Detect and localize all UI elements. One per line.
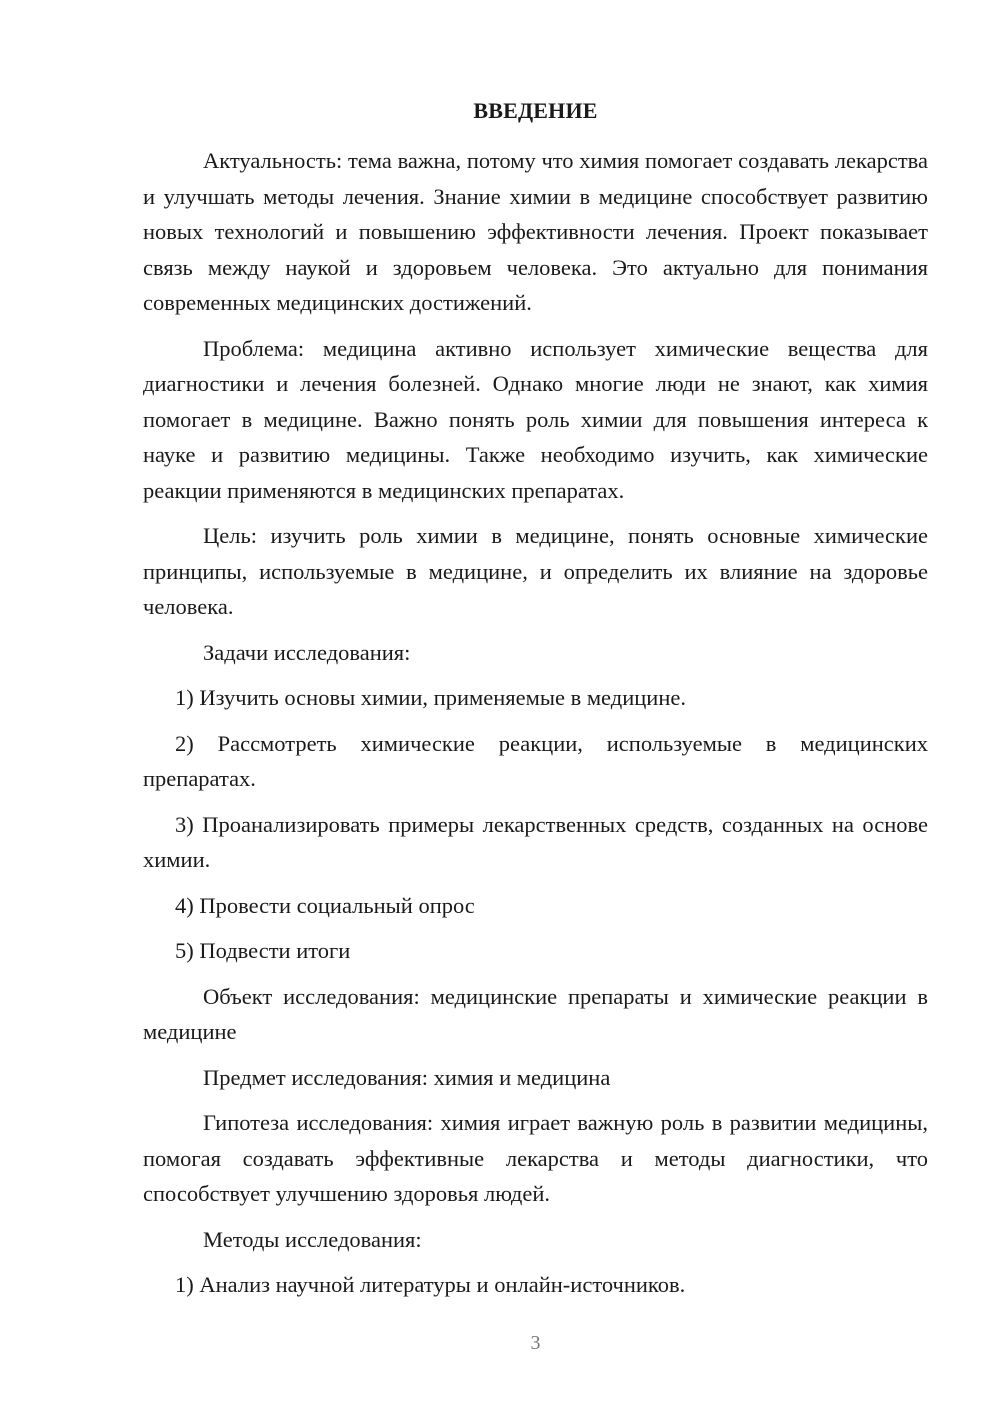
methods-heading: Методы исследования: bbox=[203, 1226, 422, 1252]
paragraph-subject: Предмет исследования: химия и медицина bbox=[203, 1064, 611, 1090]
paragraph-relevance: Актуальность: тема важна, потому что химия помогает создавать лекарства и улучшать методы лечения. Знание химии в медицине способствует развитию новых технологий и повышению эффективности лечения. Проект показывает связь между наукой и здоровьем человека. Это актуально для понимания современных медицинских достижений. bbox=[143, 148, 928, 315]
paragraph-problem: Проблема: медицина активно использует химические вещества для диагностики и лечения болезней. Однако многие люди не знают, как химия помогает в медицине. Важно понять роль химии для повышения интереса к науке и развитию медицины. Также необходимо изучить, как химические реакции применяются в медицинских препаратах. bbox=[143, 335, 928, 503]
task-item-4: 4) Провести социальный опрос bbox=[175, 892, 475, 918]
document-body bbox=[143, 143, 928, 1303]
paragraph-hypothesis: Гипотеза исследования: химия играет важную роль в развитии медицины, помогая создавать эффективные лекарства и методы диагностики, что способствует улучшению здоровья людей. bbox=[143, 1110, 928, 1206]
task-item-3: 3) Проанализировать примеры лекарственных средств, созданных на основе химии. bbox=[143, 811, 928, 872]
method-item-1: 1) Анализ научной литературы и онлайн-источников. bbox=[175, 1272, 686, 1297]
document-page bbox=[143, 0, 928, 1414]
section-title: ВВЕДЕНИЕ bbox=[473, 98, 598, 123]
task-item-5: 5) Подвести итоги bbox=[175, 938, 351, 963]
task-item-2: 2) Рассмотреть химические реакции, используемые в медицинских препаратах. bbox=[143, 730, 928, 791]
tasks-heading: Задачи исследования: bbox=[203, 639, 411, 665]
paragraph-goal: Цель: изучить роль химии в медицине, понять основные химические принципы, используемые в медицине, и определить их влияние на здоровье человека. bbox=[143, 523, 928, 619]
paragraph-object: Объект исследования: медицинские препараты и химические реакции в медицине bbox=[143, 983, 928, 1044]
page-number: 3 bbox=[530, 1332, 541, 1354]
task-item-1: 1) Изучить основы химии, применяемые в медицине. bbox=[175, 685, 686, 710]
